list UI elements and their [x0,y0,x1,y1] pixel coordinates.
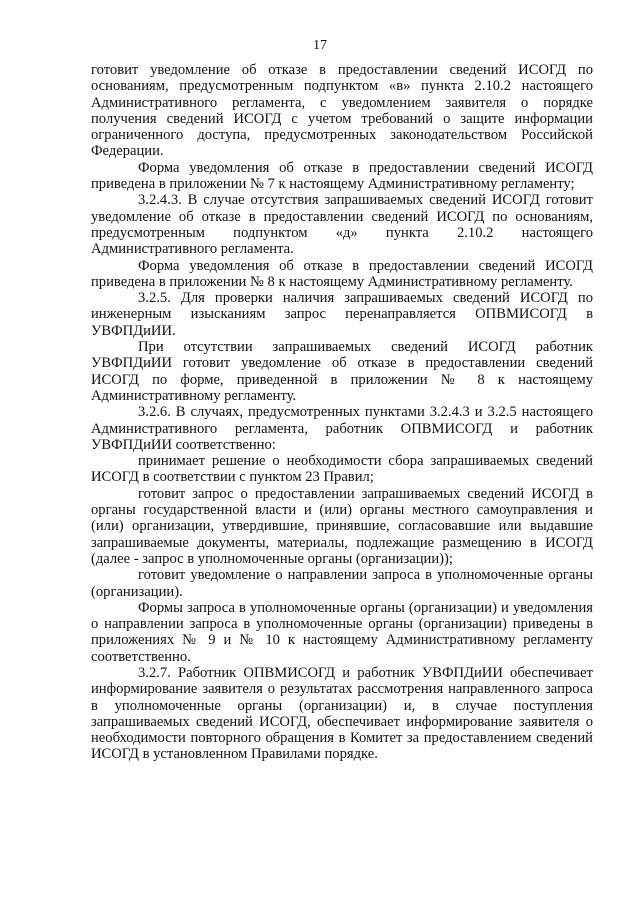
paragraph: 3.2.6. В случаях, предусмотренных пунктами 3.2.4.3 и 3.2.5 настоящего Административного регламента, работник ОПВМИСОГД и работник УВФПДиИИ соответственно: [91,404,593,453]
paragraph: При отсутствии запрашиваемых сведений ИСОГД работник УВФПДиИИ готовит уведомление об отказе в предоставлении сведений ИСОГД по форме, приведенной в приложении № 8 к настоящему Административному регламенту. [91,339,593,404]
paragraph: Формы запроса в уполномоченные органы (организации) и уведомления о направлении запроса в уполномоченные органы (организации) приведены в приложениях № 9 и № 10 к настоящему Административному регламенту соответственно. [91,599,593,665]
paragraph: 3.2.7. Работник ОПВМИСОГД и работник УВФПДиИИ обеспечивает информирование заявителя о результатах рассмотрения направленного запроса в уполномоченные органы (организации) и, в случае поступления запрашиваемых сведений ИСОГД, обеспечивает информирование заявителя о необходимости повторного обращения в Комитет за предоставлением сведений ИСОГД в установленном Правилами порядке. [91,664,593,763]
paragraph: 3.2.4.3. В случае отсутствия запрашиваемых сведений ИСОГД готовит уведомление об отказе в предоставлении сведений ИСОГД по основаниям, предусмотренным подпунктом «д» пункта 2.10.2 настоящего Административного регламента. [91,192,593,258]
paragraph: принимает решение о необходимости сбора запрашиваемых сведений ИСОГД в соответствии с пунктом 23 Правил; [91,453,593,486]
page-number: 17 [313,38,327,53]
paragraph: 3.2.5. Для проверки наличия запрашиваемых сведений ИСОГД по инженерным изысканиям запрос перенаправляется ОПВМИСОГД в УВФПДиИИ. [91,290,593,339]
paragraph: Форма уведомления об отказе в предоставлении сведений ИСОГД приведена в приложении № 7 к настоящему Административному регламенту; [91,159,593,193]
paragraph: готовит запрос о предоставлении запрашиваемых сведений ИСОГД в органы государственной власти и (или) органы местного самоуправления и (или) организации, утвердившие, принявшие, согласовавшие или выдавшие запрашиваемые документы, материалы, подлежащие размещению в ИСОГД (далее - запрос в уполномоченные органы (организации)); [91,485,593,567]
paragraph: готовит уведомление об отказе в предоставлении сведений ИСОГД по основаниям, предусмотренным подпунктом «в» пункта 2.10.2 настоящего Административного регламента, с уведомлением заявителя о порядке получения сведений ИСОГД с учетом требований о защите информации ограниченного доступа, предусмотренных законодательством Российской Федерации. [91,62,593,160]
document-body [91,62,593,763]
paragraph: Форма уведомления об отказе в предоставлении сведений ИСОГД приведена в приложении № 8 к настоящему Административному регламенту. [91,257,593,290]
paragraph: готовит уведомление о направлении запроса в уполномоченные органы (организации). [91,567,593,600]
